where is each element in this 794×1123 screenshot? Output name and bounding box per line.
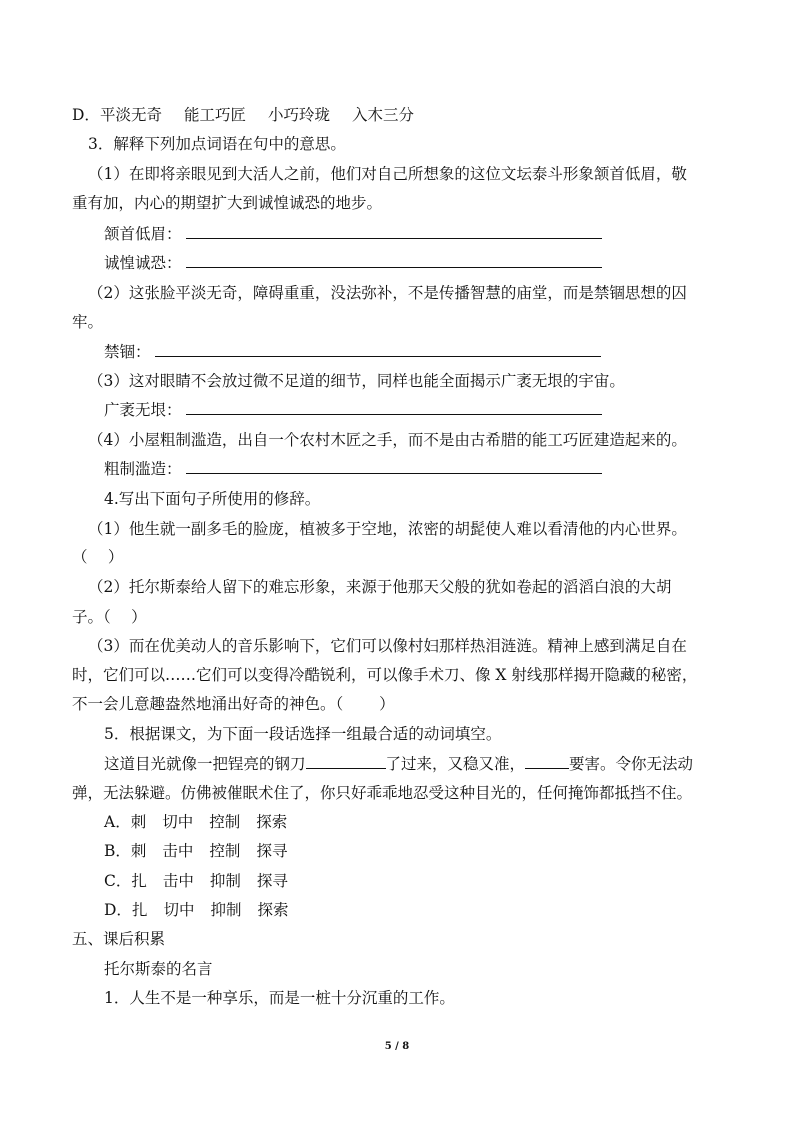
option-letter: A． <box>104 813 131 831</box>
q3-sentence-1a: （1）在即将亲眼见到大活人之前，他们对自己所想象的这位文坛泰斗形象颔首低眉，敬 <box>88 165 687 183</box>
question-3-title: 3．解释下列加点词语在句中的意思。 <box>88 135 346 153</box>
q5-option-d[interactable] <box>0 900 794 920</box>
option-word: 刺 <box>130 813 147 831</box>
option-word: 小巧玲珑 <box>267 106 330 124</box>
term-label: 广袤无垠： <box>104 401 182 419</box>
q3-sentence-3: （3）这对眼睛不会放过微不足道的细节，同样也能全面揭示广袤无垠的宇宙。 <box>88 372 625 390</box>
option-word: 切中 <box>162 813 194 831</box>
option-word: 探寻 <box>256 872 288 890</box>
passage-text: 这道目光就像一把锃亮的钢刀 <box>104 755 306 773</box>
q4-sentence-1b: （ ） <box>72 548 124 566</box>
q4-sentence-3c: 不一会儿意趣盎然地涌出好奇的神色。（ ） <box>72 695 395 713</box>
q3-sentence-2a: （2）这张脸平淡无奇，障碍重重，没法弥补，不是传播智慧的庙堂，而是禁锢思想的囚 <box>88 284 687 302</box>
q3-sentence-4: （4）小屋粗制滥造，出自一个农村木匠之手，而不是由古希腊的能工巧匠建造起来的。 <box>88 431 687 449</box>
q5-option-a[interactable] <box>0 812 794 832</box>
passage-text: 要害。令你无法动 <box>569 755 694 773</box>
answer-blank[interactable] <box>186 459 602 474</box>
option-letter: C． <box>104 872 132 890</box>
option-d-line <box>0 105 794 125</box>
section-5-subtitle: 托尔斯泰的名言 <box>104 960 213 978</box>
option-letter: D． <box>72 106 100 124</box>
question-4-title: 4.写出下面句子所使用的修辞。 <box>104 490 321 508</box>
option-word: 入木三分 <box>351 106 414 124</box>
q3-sentence-1b: 重有加，内心的期望扩大到诚惶诚恐的地步。 <box>72 194 383 212</box>
q3-sentence-2b: 牢。 <box>72 313 104 331</box>
q3-fill-2 <box>0 253 794 273</box>
option-word: 控制 <box>209 813 241 831</box>
option-word: 抑制 <box>209 872 241 890</box>
answer-blank[interactable] <box>186 400 602 415</box>
q3-fill-4 <box>0 400 794 420</box>
term-label: 颔首低眉： <box>104 225 182 243</box>
section-5-title: 五、课后积累 <box>72 930 166 948</box>
q5-paragraph-2: 弹，无法躲避。仿佛被催眠术住了，你只好乖乖地忍受这种目光的，任何掩饰都抵挡不住。 <box>72 784 693 802</box>
question-5-title: 5．根据课文，为下面一段话选择一组最合适的动词填空。 <box>104 725 502 743</box>
option-word: 探索 <box>256 813 288 831</box>
option-letter: B． <box>104 842 131 860</box>
q4-sentence-1a: （1）他生就一副多毛的脸庞，植被多于空地，浓密的胡髭使人难以看清他的内心世界。 <box>88 520 687 538</box>
option-word: 抑制 <box>210 901 242 919</box>
term-label: 诚惶诚恐： <box>104 254 182 272</box>
q5-paragraph-1 <box>0 754 794 774</box>
passage-text: 了过来，又稳又准， <box>385 755 526 773</box>
answer-blank[interactable] <box>525 754 569 769</box>
option-word: 击中 <box>162 872 194 890</box>
answer-blank[interactable] <box>306 754 386 769</box>
option-word: 切中 <box>163 901 195 919</box>
term-label: 禁锢： <box>104 343 151 361</box>
page-number: 5 / 8 <box>384 1041 410 1052</box>
option-word: 探寻 <box>256 842 288 860</box>
answer-blank[interactable] <box>186 253 602 268</box>
q3-fill-1 <box>0 224 794 244</box>
option-word: 平淡无奇 <box>99 106 162 124</box>
term-label: 粗制滥造： <box>104 460 182 478</box>
q3-fill-3 <box>0 342 794 362</box>
q4-sentence-2a: （2）托尔斯泰给人留下的难忘形象，来源于他那天父般的犹如卷起的滔滔白浪的大胡 <box>88 578 672 596</box>
option-word: 能工巧匠 <box>183 106 246 124</box>
q4-sentence-3a: （3）而在优美动人的音乐影响下，它们可以像村妇那样热泪涟涟。精神上感到满足自在 <box>88 637 687 655</box>
option-word: 刺 <box>130 842 147 860</box>
answer-blank[interactable] <box>186 224 602 239</box>
option-word: 击中 <box>162 842 194 860</box>
option-word: 扎 <box>131 872 147 890</box>
q4-sentence-2b: 子。（ ） <box>72 608 147 626</box>
q5-option-b[interactable] <box>0 841 794 861</box>
q5-option-c[interactable] <box>0 871 794 891</box>
option-word: 探索 <box>257 901 289 919</box>
q4-sentence-3b: 时，它们可以……它们可以变得冷酷锐利，可以像手术刀、像 X 射线那样揭开隐藏的秘密， <box>72 666 698 684</box>
option-letter: D． <box>104 901 132 919</box>
option-word: 控制 <box>209 842 241 860</box>
quote-1: 1．人生不是一种享乐，而是一桩十分沉重的工作。 <box>104 989 455 1007</box>
option-word: 扎 <box>131 901 148 919</box>
answer-blank[interactable] <box>155 342 601 357</box>
q3-fill-5 <box>0 459 794 479</box>
